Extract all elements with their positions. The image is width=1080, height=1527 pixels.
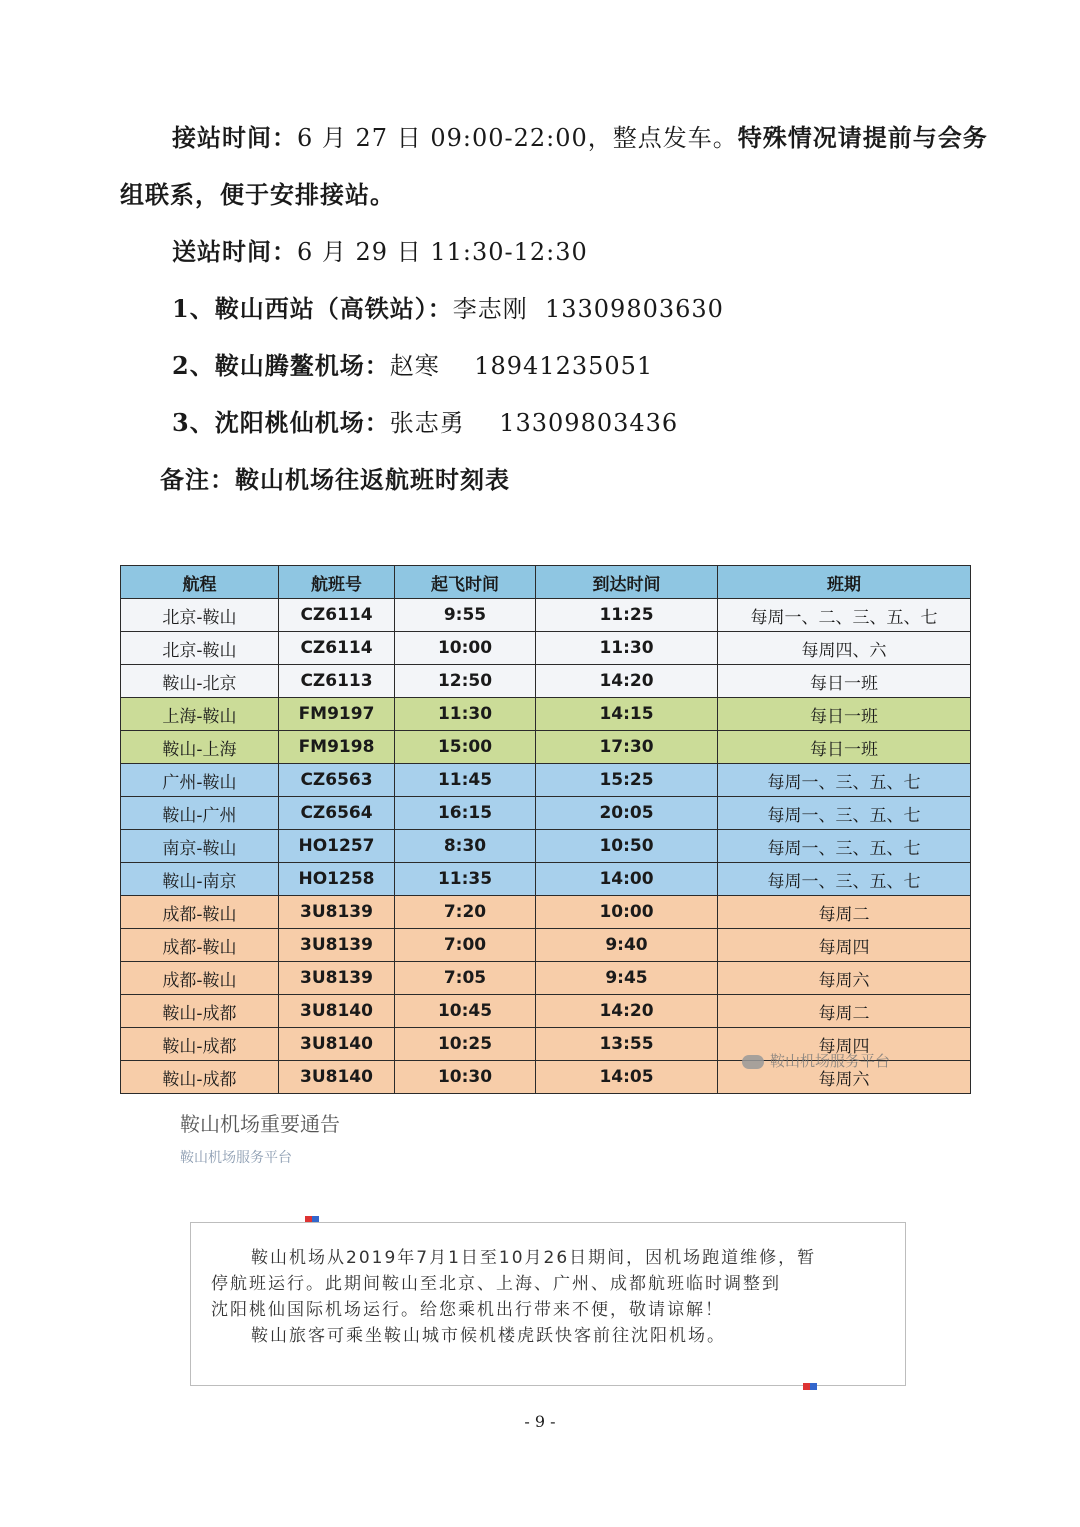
table-header-row [121, 566, 971, 599]
route-cell: 鞍山-上海 [121, 731, 279, 764]
schedule-cell: 每周一、三、五、七 [718, 764, 971, 797]
departure-time-cell: 15:00 [395, 731, 536, 764]
flight-number-cell: 3U8139 [279, 962, 395, 995]
flight-number-cell: 3U8139 [279, 896, 395, 929]
notice-line: 鞍山旅客可乘坐鞍山城市候机楼虎跃快客前往沈阳机场。 [251, 1326, 726, 1346]
header-flight-no: 航班号 [279, 566, 395, 599]
table-row [121, 764, 971, 797]
arrival-time-cell: 9:40 [536, 929, 718, 962]
arrival-time-cell: 14:05 [536, 1061, 718, 1094]
marker-icon [803, 1383, 817, 1390]
route-cell: 鞍山-成都 [121, 1028, 279, 1061]
flight-number-cell: HO1258 [279, 863, 395, 896]
arrival-time-cell: 20:05 [536, 797, 718, 830]
route-cell: 成都-鞍山 [121, 962, 279, 995]
arrival-time-cell: 13:55 [536, 1028, 718, 1061]
pickup-special-notice-cont: 组联系，便于安排接站。 [120, 180, 395, 209]
watermark [742, 1050, 890, 1071]
schedule-cell: 每周六 [718, 1061, 971, 1094]
route-cell: 鞍山-广州 [121, 797, 279, 830]
table-row [121, 599, 971, 632]
route-cell: 成都-鞍山 [121, 896, 279, 929]
header-arrival: 到达时间 [536, 566, 718, 599]
arrival-time-cell: 10:50 [536, 830, 718, 863]
contact-label: 3、沈阳桃仙机场： [172, 408, 390, 437]
pickup-label: 接站时间： [172, 123, 297, 152]
departure-time-cell: 7:00 [395, 929, 536, 962]
contact-name: 赵寒 [389, 352, 440, 380]
flight-number-cell: 3U8139 [279, 929, 395, 962]
table-row [121, 797, 971, 830]
notice-source: 鞍山机场服务平台 [180, 1150, 292, 1166]
route-cell: 鞍山-成都 [121, 995, 279, 1028]
table-row [121, 962, 971, 995]
arrival-time-cell: 14:00 [536, 863, 718, 896]
schedule-cell: 每周二 [718, 995, 971, 1028]
arrival-time-cell: 14:15 [536, 698, 718, 731]
schedule-cell: 每日一班 [718, 731, 971, 764]
pickup-special-notice: 特殊情况请提前与会务 [737, 123, 988, 152]
contact-phone: 18941235051 [474, 352, 654, 380]
table-row [121, 665, 971, 698]
schedule-cell: 每周四 [718, 1028, 971, 1061]
schedule-cell: 每周一、二、三、五、七 [718, 599, 971, 632]
flight-number-cell: CZ6113 [279, 665, 395, 698]
table-row [121, 863, 971, 896]
flight-number-cell: 3U8140 [279, 995, 395, 1028]
header-schedule: 班期 [718, 566, 971, 599]
contact-name: 李志刚 [452, 295, 528, 323]
route-cell: 鞍山-成都 [121, 1061, 279, 1094]
schedule-cell: 每周一、三、五、七 [718, 797, 971, 830]
notice-title: 鞍山机场重要通告 [180, 1112, 340, 1136]
pickup-time: 6 月 27 日 09:00-22:00，整点发车。 [297, 124, 738, 152]
table-row [121, 995, 971, 1028]
arrival-time-cell: 10:00 [536, 896, 718, 929]
route-cell: 成都-鞍山 [121, 929, 279, 962]
flight-number-cell: CZ6114 [279, 599, 395, 632]
flight-number-cell: CZ6114 [279, 632, 395, 665]
departure-time-cell: 7:05 [395, 962, 536, 995]
dropoff-paragraph [172, 232, 588, 267]
schedule-cell: 每周二 [718, 896, 971, 929]
notice-box [190, 1222, 906, 1386]
flight-number-cell: FM9198 [279, 731, 395, 764]
route-cell: 上海-鞍山 [121, 698, 279, 731]
arrival-time-cell: 11:25 [536, 599, 718, 632]
header-departure: 起飞时间 [395, 566, 536, 599]
header-route: 航程 [121, 566, 279, 599]
contact-label: 1、鞍山西站（高铁站）： [172, 294, 453, 323]
route-cell: 北京-鞍山 [121, 632, 279, 665]
arrival-time-cell: 14:20 [536, 995, 718, 1028]
table-row [121, 698, 971, 731]
schedule-cell: 每周六 [718, 962, 971, 995]
route-cell: 北京-鞍山 [121, 599, 279, 632]
schedule-cell: 每日一班 [718, 665, 971, 698]
schedule-cell: 每周四、六 [718, 632, 971, 665]
departure-time-cell: 11:35 [395, 863, 536, 896]
flight-number-cell: CZ6563 [279, 764, 395, 797]
table-row [121, 632, 971, 665]
flight-number-cell: CZ6564 [279, 797, 395, 830]
schedule-cell: 每周四 [718, 929, 971, 962]
contact-row [172, 289, 724, 324]
watermark-text: 鞍山机场服务平台 [770, 1052, 891, 1070]
departure-time-cell: 16:15 [395, 797, 536, 830]
arrival-time-cell: 14:20 [536, 665, 718, 698]
departure-time-cell: 7:20 [395, 896, 536, 929]
flight-schedule-table [120, 565, 971, 1094]
notice-line: 沈阳桃仙国际机场运行。给您乘机出行带来不便，敬请谅解！ [211, 1300, 724, 1320]
departure-time-cell: 9:55 [395, 599, 536, 632]
schedule-cell: 每周一、三、五、七 [718, 863, 971, 896]
flight-number-cell: HO1257 [279, 830, 395, 863]
route-cell: 南京-鞍山 [121, 830, 279, 863]
flight-number-cell: 3U8140 [279, 1028, 395, 1061]
departure-time-cell: 11:45 [395, 764, 536, 797]
route-cell: 广州-鞍山 [121, 764, 279, 797]
arrival-time-cell: 11:30 [536, 632, 718, 665]
arrival-time-cell: 15:25 [536, 764, 718, 797]
contact-phone: 13309803436 [499, 409, 679, 437]
remark-heading: 备注：鞍山机场往返航班时刻表 [160, 465, 510, 494]
notice-line: 停航班运行。此期间鞍山至北京、上海、广州、成都航班临时调整到 [211, 1274, 781, 1294]
route-cell: 鞍山-南京 [121, 863, 279, 896]
contact-row [172, 346, 653, 381]
dropoff-time: 6 月 29 日 11:30-12:30 [297, 238, 588, 266]
table-row [121, 731, 971, 764]
table-row [121, 896, 971, 929]
departure-time-cell: 10:00 [395, 632, 536, 665]
flight-number-cell: FM9197 [279, 698, 395, 731]
departure-time-cell: 10:25 [395, 1028, 536, 1061]
departure-time-cell: 10:30 [395, 1061, 536, 1094]
departure-time-cell: 12:50 [395, 665, 536, 698]
contact-label: 2、鞍山腾鳌机场： [172, 351, 390, 380]
contact-row [172, 403, 678, 438]
departure-time-cell: 11:30 [395, 698, 536, 731]
notice-line: 鞍山机场从2019年7月1日至10月26日期间，因机场跑道维修，暂 [251, 1248, 817, 1268]
contact-phone: 13309803630 [544, 295, 724, 323]
page-number: - 9 - [524, 1412, 556, 1431]
table-row [121, 830, 971, 863]
contact-name: 张志勇 [389, 409, 465, 437]
pickup-paragraph [172, 118, 988, 153]
wechat-icon [742, 1055, 764, 1069]
arrival-time-cell: 17:30 [536, 731, 718, 764]
route-cell: 鞍山-北京 [121, 665, 279, 698]
table-row [121, 929, 971, 962]
departure-time-cell: 8:30 [395, 830, 536, 863]
arrival-time-cell: 9:45 [536, 962, 718, 995]
dropoff-label: 送站时间： [172, 237, 297, 266]
schedule-cell: 每日一班 [718, 698, 971, 731]
schedule-cell: 每周一、三、五、七 [718, 830, 971, 863]
flight-number-cell: 3U8140 [279, 1061, 395, 1094]
departure-time-cell: 10:45 [395, 995, 536, 1028]
